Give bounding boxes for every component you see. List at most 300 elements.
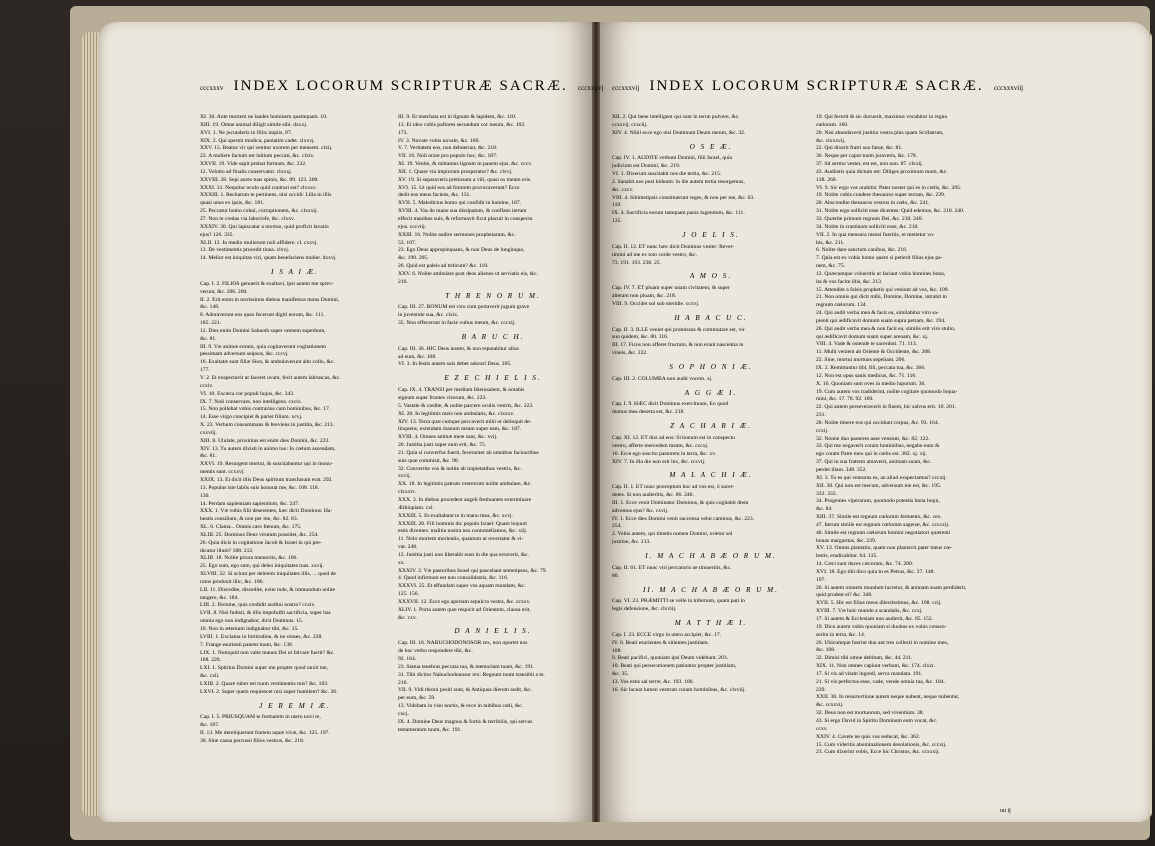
index-entry: XXXIII. 1. Recharum te pertinens, nisi occidi: Lilia in illis bbox=[200, 192, 332, 199]
index-entry: Cap. IX. 4. TRANSI per medium Hierusalem, & notabis bbox=[398, 387, 525, 394]
index-entry: 20. Nisi abundaverit justitia vestra plus quam Scribarum, bbox=[816, 129, 944, 136]
index-entry: 37. Qui in sua fratrem amaverit, animam suam, &c. bbox=[816, 459, 932, 466]
index-entry: VI. 1. Dixerunt suscitabit nos die tertia, &c. 215. bbox=[612, 171, 722, 178]
index-entry: VI. 10. Excæca cor populi hujus, &c. 343. bbox=[200, 390, 295, 397]
index-entry: 15. Attendite a falsis prophetis qui veniunt ad vos, &c. 109. bbox=[816, 286, 949, 293]
index-entry: &c. clxxxvij. bbox=[816, 137, 846, 144]
index-entry: 119. bbox=[612, 202, 622, 209]
index-entry: 20. Ubicumque fuerint duo aut tres collecti in nomine meo, bbox=[816, 639, 949, 646]
index-entry: XIII. 19. Omne animal diligit simile sibi. dxxxj. bbox=[200, 121, 308, 128]
index-entry: ccxij. bbox=[816, 427, 829, 434]
index-entry: 27. Non te credas via laboriofe, &c. clxxv. bbox=[200, 215, 295, 222]
right-column-2 bbox=[816, 114, 1030, 757]
index-entry: 22. Sine, mortui mortuos sepeliant. 206. bbox=[816, 357, 906, 364]
index-entry: 16. Ecce ego suscito pastorem in terra, &c. xv. bbox=[612, 450, 717, 457]
index-entry: LVII. 8. Nisi fudisti, & illis impofuifti sacrificia, super hac bbox=[200, 610, 332, 617]
index-entry: &c. 148. bbox=[200, 304, 220, 311]
index-entry: XXX. 1. Væ vobis filii deserentes, hæc dicit Dominus: Ha- bbox=[200, 508, 333, 515]
index-entry: judicium est Domini, &c. 219. bbox=[612, 163, 681, 170]
index-entry: Cap. I. 9. HÆC dicit Dominus exercituum, Eo quod bbox=[612, 401, 729, 408]
index-entry: 13. Populus iste labiis suis honorat me, &c. 108. 118. bbox=[200, 484, 320, 491]
index-entry: 20. Abscondite thesauros vestros in cœlo, &c. 241. bbox=[816, 200, 930, 207]
index-entry: XXVII. 19. Vide sapit probat formam, &c. 232. bbox=[200, 161, 307, 168]
index-entry: 32. Convertite vos & nolite ab impietatibus vestris, &c. bbox=[398, 465, 522, 472]
index-entry: Cap. II. 3. ILLE veniet qui promissus & commutare est, vir bbox=[612, 326, 745, 333]
index-entry: Cap. IV. 1. AUDITE verbum Domini, filii Israel, quia bbox=[612, 155, 732, 162]
index-entry: 34. Progenies viperarum, quomodo potestis bona loqui, bbox=[816, 498, 940, 505]
index-entry: Cap. III. 16. NABUCHODONOSOR rex, non oportet nos bbox=[398, 640, 528, 647]
index-entry: 32. Deus non est mortuorum, sed viventium. 38. bbox=[816, 710, 924, 717]
index-entry: 15. Non pollebat vobis contrarius cum hominibus, &c. 17. bbox=[200, 406, 331, 413]
index-entry: clxxxiv. bbox=[398, 489, 416, 496]
index-entry: 16. Non in æternum indignabor tibi, &c. 15. bbox=[200, 626, 299, 632]
index-entry: suis quæ commisit, &c. 90. bbox=[398, 457, 460, 464]
section-heading: Z A C H A R I Æ. bbox=[670, 422, 752, 431]
index-entry: 12. Dies enim Domini Sabaoth super omnem superbum, bbox=[200, 327, 326, 334]
right-folio-right: cccxxxviij bbox=[993, 84, 1024, 92]
index-entry: 32. Nonne duo passeres asse veneunt, &c. 82. 122. bbox=[816, 435, 930, 442]
index-entry: 14. Cæci sunt duces cæcorum, &c. 74. 200. bbox=[816, 561, 914, 568]
index-entry: &c. cxli. bbox=[200, 673, 220, 680]
index-entry: 254. bbox=[612, 523, 622, 530]
index-entry: Cap. XI. 12. ET dixi ad eos: Si bonum est in conspectu bbox=[612, 435, 735, 441]
index-entry: XVII. 5. Maledictus homo qui confidit in homine, 187. bbox=[398, 200, 522, 207]
index-entry: 6. Nolite dare sanctum canibus, &c. 216. bbox=[816, 247, 908, 254]
index-entry: 9. Beati pacifici, quoniam ipsi Deum videbunt. 203. bbox=[612, 655, 729, 662]
index-entry: XVIII. 4. Omnes animæ meæ sunt, &c. xvij. bbox=[398, 434, 498, 441]
index-entry: 22. Qui autem perseveraverit in finem, hic salvus erit. 10. 201. bbox=[816, 404, 956, 411]
index-entry: VI. 9. Sic ergo vos orabitis: Pater noster qui es in cœlis, &c. 205. bbox=[816, 184, 962, 191]
index-entry: Cap. IV. 7. ET pluam super unam civitatem, & super bbox=[612, 285, 730, 292]
index-entry: 19. Dico autem vobis quoniam si duobus ex vobis consen- bbox=[816, 623, 947, 630]
index-entry: LII. 11. Discedite, discedite, exite inde, & immundum nolite bbox=[200, 586, 336, 593]
index-entry: ego coram Patre meo qui in cœlis est. 382. xj. xij. bbox=[816, 451, 927, 458]
index-entry: Cap. III. 36. HIC Deus noster, & non reputabitur alius bbox=[398, 345, 519, 352]
index-entry: 16. Exaltatæ sunt filiæ Sion, & ambulaverunt alto collo, &c. bbox=[200, 359, 335, 366]
index-entry: &c. 35. bbox=[612, 671, 629, 678]
index-entry: XIV. 13. Terra quæ cumque peccaverit mihi ut delinquit de- bbox=[398, 418, 532, 425]
index-entry: nem, &c. 75. bbox=[816, 263, 846, 270]
index-entry: VI. 3. In festis autem suis debet adorari Deus. 205. bbox=[398, 361, 512, 368]
index-entry: LXI. 1. Spiritus Domini super me propter quod unxit me, bbox=[200, 665, 329, 672]
index-entry: 231. bbox=[816, 412, 826, 419]
index-entry: XIII. 8. Ululate, proximus est enim dies Domini, &c. 223. bbox=[200, 437, 330, 444]
index-entry: 35. Non effecerunt in facie vultus meum, &c. cccxij. bbox=[398, 320, 516, 327]
index-entry: 11. Multi venient ab Oriente & Occidente, &c. 208. bbox=[816, 349, 932, 356]
index-entry: 14. Esse virgo concipiet & pariet filium. xcvj. bbox=[200, 414, 303, 421]
index-entry: Cap. I. 5. PRIUSQUAM te formarem in utero novi te, bbox=[200, 714, 321, 721]
index-entry: ruins produxit illic, &c. 106. bbox=[200, 578, 264, 585]
index-entry: &c. 81. bbox=[200, 453, 217, 460]
index-entry: 23. Statua tenebras peccata tua, & memoriam tuam, &c. 191. bbox=[398, 663, 535, 670]
section-heading: D A N I E L I S. bbox=[454, 627, 532, 636]
index-entry: IX. 7. Noli conservare, non intelligens. cxcix. bbox=[200, 398, 303, 405]
index-entry: mentis sunt. ccxxvj. bbox=[200, 469, 245, 476]
index-entry: signum super frontes virorum, &c. 223. bbox=[398, 395, 487, 401]
index-entry: 185. 221. bbox=[200, 320, 221, 327]
index-entry: Cap. VI. 23. PRÆMITTI se velle in infernum, quam pati in bbox=[612, 598, 745, 605]
index-entry: 188. 220. bbox=[200, 657, 221, 664]
index-entry: XXX. 3. In diebus procedent angeli festinantes exterminare bbox=[398, 496, 532, 503]
index-entry: 36. Neque per caput tuum juraveris, &c. 178. bbox=[816, 153, 918, 160]
index-entry: II. 2. Erit enim in novissimis diebus manifestus mons Domini, bbox=[200, 296, 340, 303]
section-heading: M A T T H Æ I. bbox=[674, 619, 748, 628]
index-entry: IX. 2. Remittuntur tibi, fili, peccata tua, &c. 366. bbox=[816, 365, 926, 371]
index-entry: 21. Non omnis qui dicit mihi, Domine, Domine, intrabit in bbox=[816, 294, 947, 301]
index-entry: xxvij. bbox=[398, 473, 411, 480]
index-entry: alteram non pluam, &c. 218. bbox=[612, 293, 677, 300]
index-entry: perdet illam. 348. 352. bbox=[816, 466, 867, 473]
index-entry: 30. Sine causa percussi filios vestros, &c. 218. bbox=[200, 737, 305, 744]
index-entry: vat. 248. bbox=[398, 544, 418, 551]
index-entry: X. 23. Verbum consummans & breviens in justitia, &c. 213. bbox=[200, 422, 335, 429]
index-entry: qui ædificavit domum suam super arenam, &c. xj. bbox=[816, 333, 929, 340]
index-entry: V. 7. Veritatem eos, non debuerunt, &c. 218. bbox=[398, 145, 498, 152]
index-entry: XL. 6. Clama... Omnis caro fœnum, &c. 175. bbox=[200, 524, 302, 531]
index-entry: 19. Nolite vobis condere thesauros super terram, &c. 239. bbox=[816, 192, 946, 199]
index-entry: cxxviij. bbox=[200, 429, 217, 436]
index-entry: 332. 333. bbox=[816, 490, 837, 497]
index-entry: XII. 1. Quare via impiorum prosperatur? &c. clxvj. bbox=[398, 168, 513, 175]
index-entry: 135. bbox=[612, 218, 622, 225]
index-entry: XIII. 37. Simile est regnum cœlorum fermento, &c. cex. bbox=[816, 514, 942, 521]
index-entry: 177. bbox=[200, 367, 210, 374]
index-entry: vineis, &c. 222. bbox=[612, 350, 648, 357]
index-entry: testamentum tuum, &c. 191. bbox=[398, 726, 462, 733]
index-entry: XIV. 13. Tu autem dixisti in animo tuo: In cœlum ascendam, bbox=[200, 445, 336, 452]
index-entry: &c. 190. 205. bbox=[398, 255, 429, 262]
index-entry: dedit eos meus faciens, &c. 131. bbox=[398, 192, 471, 199]
index-entry: cœlorum. 160. bbox=[816, 121, 849, 128]
index-entry: XVIII. 7. Væ huic mundo a scandalis, &c. ccxj. bbox=[816, 608, 923, 615]
index-entry: XVIII. 4. Vas de manu sua dissipatum, & conflans iterum bbox=[398, 208, 527, 215]
right-page-header bbox=[612, 78, 1023, 95]
index-entry: 2. Sanabit nos post biduum: in die autem tertia resurgemus, bbox=[612, 178, 745, 185]
index-entry: timini ad me ex toto corde vestro, &c. bbox=[612, 251, 697, 258]
index-entry: XXVI. 19. Resurgent mortui, & suscitabuntur qui in monu- bbox=[200, 461, 333, 468]
index-entry: serint in terra, &c. 14. bbox=[816, 631, 866, 638]
index-entry: 5. Vastate & cædite, & nolite parcere oculis vestris, &c. 223. bbox=[398, 402, 534, 409]
index-entry: 216. bbox=[398, 278, 408, 285]
index-entry: ccxxvij. ccxciij. bbox=[612, 121, 648, 128]
index-entry: 26. Quid est paleis ad triticum? &c. 110. bbox=[398, 263, 489, 270]
index-entry: XI. 3. Tu es qui venturus es, an aliud exspectamus? cccxij. bbox=[816, 474, 947, 481]
index-entry: quid prodest ei? &c. 348. bbox=[816, 592, 873, 599]
index-entry: XVI. 18. Ego tibi dico quia tu es Petrus, &c. 37. 148. bbox=[816, 568, 935, 575]
index-entry: omnia ego non indignabor, dicit Dominus. 15. bbox=[200, 618, 304, 625]
index-entry: III. 9. Et mœchata est in lignum & lapidem, &c. 110. bbox=[398, 114, 517, 120]
index-entry: 19. Qui fecerit & sic docuerit, maximus vocabitur in regno bbox=[816, 114, 948, 120]
index-entry: 37. Sit sermo vester, est est, non non. 87. clxxij. bbox=[816, 161, 924, 168]
index-entry: 80. bbox=[612, 572, 619, 579]
index-entry: mini, &c. 17. 78. 92. 160. bbox=[816, 396, 874, 403]
index-entry: 23. Cum dixerint vobis, Ecce hic Christus, &c. ccxxxij. bbox=[816, 749, 940, 756]
index-entry: 26. Quia dicis in cogitatione Jacob & Israel in qui pre- bbox=[200, 539, 322, 546]
index-entry: 11. Nolo mortem morientis, quantum ut revertatur & vi- bbox=[398, 536, 524, 543]
index-entry: 48. Simile est regnum cœlorum homini negotiatori quærenti bbox=[816, 529, 951, 536]
index-entry: XXXIV. 30. Qui lapiscatur a mortuo, quid proficit lavatio bbox=[200, 223, 329, 230]
index-entry: XXV. 6. Nolite ambulare post deos alienos ut serviatis eis, &c. bbox=[398, 270, 539, 277]
index-entry: 26. Qui audit verba mea & non facit ea, similis erit viro stulto, bbox=[816, 325, 956, 332]
index-entry: 53. 107. bbox=[398, 239, 417, 246]
left-running-title: INDEX LOCORUM SCRIPTURÆ SACRÆ. bbox=[233, 78, 568, 94]
index-entry: XIX. 11. Non omnes capiunt verbum, &c. 174. clxix. bbox=[816, 663, 936, 670]
index-entry: LIII. 2. Domine, quis credidit auditui nostro? ccxiv. bbox=[200, 602, 316, 609]
index-entry: 216. bbox=[398, 679, 408, 686]
index-entry: XII. 2. Qui bene intelligent qui sunt in terræ pulvere, &c. bbox=[612, 114, 740, 120]
right-folio: cccxxxvij bbox=[612, 84, 640, 92]
index-entry: IV. 3. Novate vobis novale, &c. 160. bbox=[398, 137, 480, 144]
section-heading: II. M A C H A B Æ O R U M. bbox=[643, 585, 779, 594]
index-entry: XXXVI. 25. Et effundam super vos aquam mundam, &c. bbox=[398, 583, 526, 590]
index-entry: XXII. 30. In resurrectione autem neque nubent, neque nubentur, bbox=[816, 694, 960, 701]
catchword: uu ij bbox=[1000, 808, 1011, 814]
index-entry: 108. bbox=[612, 647, 622, 654]
index-entry: 13. Videbam in visu noctis, & ecce in nubibus cœli, &c. bbox=[398, 703, 524, 710]
section-heading: I. M A C H A B Æ O R U M. bbox=[645, 551, 777, 560]
index-entry: VIII. 4. Sibimetipsis constituerunt reges, & non per me, &c. 63. bbox=[612, 194, 755, 201]
index-entry: 13. Et ideo vobis paftores secundum cor meum, &c. 102. bbox=[398, 121, 526, 128]
left-column-1 bbox=[200, 114, 390, 746]
index-entry: IV. 1. Ecce dies Domini venit succensa velut caminus, &c. 223. bbox=[612, 515, 755, 522]
index-entry: ejus. cccviij. bbox=[398, 223, 427, 230]
section-heading: A M O S. bbox=[689, 272, 733, 281]
index-entry: 8. Adoraverunt eos quos fecerunt digiti eorum, &c. 111. bbox=[200, 312, 325, 319]
index-entry: XXIX. 13. Et dicit illis Deus spiritum transfusum erat. 292. bbox=[200, 476, 333, 483]
right-column-1 bbox=[612, 114, 810, 695]
index-entry: XLII. 12. In medio mulierum noli affidere. cl. cxxvj. bbox=[200, 239, 318, 246]
index-entry: II. 13. Me dereliquerunt fontem aquæ vivæ, &c. 125. 197. bbox=[200, 730, 330, 737]
index-entry: effecit manibus suis, & reformavit ficut placuit in conspectu bbox=[398, 215, 533, 222]
index-entry: 2. Vobis autem, qui timetis nomen Domini, orietur sol bbox=[612, 531, 733, 538]
index-entry: 16. Sic luceat lumen vestrum coram hominibus, &c. clxviij. bbox=[612, 686, 746, 693]
index-entry: dotes. Si non audieritis, &c. 86. 240. bbox=[612, 492, 694, 499]
index-entry: XXXIV. 2. Væ pastoribus Israel qui pascebant semetipsos, &c. 79. bbox=[398, 567, 547, 574]
section-heading: J E R E M I Æ. bbox=[259, 701, 331, 710]
index-entry: tangere, &c. 184. bbox=[200, 594, 239, 601]
index-entry: VII. 9. Vidi throni positi sunt, & Antiquus dierum sedit, &c. bbox=[398, 687, 532, 694]
section-heading: J O E L I S. bbox=[682, 230, 740, 239]
index-entry: 4. Quod infirmum est non consolidastis, &c. 116. bbox=[398, 575, 509, 582]
index-entry: vestro, afferte mercedem meam, &c. cccxj. bbox=[612, 442, 709, 449]
index-entry: VII. 16. Noli orare pro populo hoc, &c. 187. bbox=[398, 153, 498, 160]
section-heading: I S A I Æ. bbox=[271, 268, 319, 277]
index-entry: 31. Tibi dicitur Nabuchodonosor rex: Regnum tuum transibit a te. bbox=[398, 671, 545, 678]
index-entry: XV. 13. Omnis plantatio, quam non plantavit pater meus cœ- bbox=[816, 545, 952, 552]
section-heading: A G G Æ I. bbox=[684, 388, 738, 397]
index-entry: 125. 156. bbox=[398, 591, 419, 598]
index-entry: 7. Quia est ex vobis homo quem si petierit filius ejus pa- bbox=[816, 255, 943, 262]
index-entry: XXXIII. 5. Et exaltabunt te in manu mea, &c. xcvj. bbox=[398, 512, 513, 519]
index-entry: ccxiv. bbox=[200, 382, 214, 389]
section-heading: E Z E C H I E L I S. bbox=[444, 374, 542, 383]
index-entry: 43. Audiistis quia dictum est: Diliges proximum tuum, &c. bbox=[816, 168, 948, 175]
index-entry: 12. Volutio ad finalis conservator. clxxxj. bbox=[200, 168, 293, 175]
index-entry: &c. cxv. bbox=[398, 614, 417, 621]
index-entry: 15. Cum videritis abominationem desolationis, &c. cccxij. bbox=[816, 741, 947, 748]
index-entry: III. 9. Væ animæ eorum, quia cogitaverunt cogitationem bbox=[200, 343, 327, 350]
index-entry: XXIV. 4. Cavete ne quis vos seducat, &c. 362. bbox=[816, 733, 921, 740]
index-entry: beatis consilium, & non per me, &c. 82. 83. bbox=[200, 516, 299, 523]
index-entry: XXV. 15. Beatus vir qui venitur uxorem per mensem. clxij. bbox=[200, 145, 333, 152]
index-entry: 12. Justitia justi non liberabit eum in die qua erraverit, &c. bbox=[398, 551, 529, 558]
index-entry: 20. Justitia justi super eum erit, &c. 75. bbox=[398, 442, 487, 449]
index-entry: IX. 4. Sacrificia eorum tamquam panis lugentium, &c. 111. bbox=[612, 210, 745, 217]
index-entry: Cap. II. 1. ET nunc præceptum hoc ad vos est, ô sacer- bbox=[612, 484, 735, 491]
section-heading: H A B A C U C. bbox=[674, 313, 748, 322]
index-entry: de hoc verbo respondere tibi, &c. bbox=[398, 648, 473, 655]
index-entry: 138. 260. bbox=[816, 176, 837, 183]
index-entry: 23. Ego Deus appropinquans, & non Deus de longinquo, bbox=[398, 247, 525, 254]
index-entry: III. 1. Ecce venit Dominator Dominus, & quis cogitabit diem bbox=[612, 499, 749, 506]
index-entry: XLIII. 18. Nolite priora memoriis, &c. 106. bbox=[200, 555, 298, 562]
index-entry: XXIII. 16. Nolite audire sermones prophetarum, &c. bbox=[398, 231, 516, 238]
index-entry: XI. 19. Venite, & mittamus lignum in panem ejus, &c. cccv. bbox=[398, 161, 533, 168]
index-entry: 14. Perdam sapientiam sapientium, &c. 247. bbox=[200, 500, 300, 507]
index-entry: 21. Si vis perfectus esse, vade, vende omnia tua, &c. 184. bbox=[816, 678, 945, 685]
index-entry: justitiæ, &c. 213. bbox=[612, 539, 651, 546]
index-entry: LIX. 1. Numquid non valet manus Dei ut falvare fuerit? &c. bbox=[200, 649, 335, 656]
index-entry: cxcj. bbox=[398, 710, 409, 717]
index-entry: XVII. 5. Hic est filius meus dilectissimus, &c. 108. ccij. bbox=[816, 600, 942, 607]
left-column-2 bbox=[398, 114, 588, 734]
index-entry: pienti qui ædificavit domum suam supra petram, &c. 194. bbox=[816, 317, 946, 324]
index-entry: 10. Beati qui persecutionem patiuntur propter justitiam, bbox=[612, 663, 737, 670]
index-entry: 19. Cum autem vos tradiderint, nolite cogitare quomodo loqua- bbox=[816, 388, 958, 395]
index-entry: Cap. I. 2. FILIOS genuerit & exaltavi, ipsi autem me sprev- bbox=[200, 280, 334, 287]
index-entry: X. 16. Quoniam sum oves in medio luporum. 36. bbox=[816, 380, 926, 387]
index-entry: XXVIII. 28. Sepi aures tuas spinis, &c. 89. 123. 200. bbox=[200, 176, 319, 183]
index-entry: &c. 81. bbox=[200, 335, 217, 342]
index-entry: XIV. 7. In illa die non erit lux, &c. cccvij. bbox=[612, 458, 706, 465]
left-folio-right: cccxxxvj bbox=[578, 84, 604, 92]
book-gutter bbox=[592, 22, 600, 822]
index-entry: &c. ccxxvij. bbox=[816, 702, 844, 709]
section-heading: B A R U C H. bbox=[461, 332, 525, 341]
index-entry: 73. 191. 193. 238. 25. bbox=[612, 259, 661, 266]
index-entry: 13. Vos estis sal terræ, &c. 193. 100. bbox=[612, 678, 694, 685]
index-entry: XXXVII. 12. Ecce ego aperiam sepulcra vestra, &c. ccxxv. bbox=[398, 598, 531, 605]
index-entry: IX. 4. Domine Deus magnus & fortis & terribilis, qui servas bbox=[398, 718, 533, 725]
index-entry: XLVIII. 22. Si sciunt per delerem iniquitates illis, ... quod de bbox=[200, 571, 336, 578]
index-entry: regnum cœlorum. 134. bbox=[816, 302, 867, 309]
index-entry: Cap. III. 2. COLUMBA non audit vocem. xj. bbox=[612, 375, 713, 382]
index-entry: 25. Ego sum, ego sum, qui deleo iniquitates tuas. xxvij. bbox=[200, 563, 324, 570]
index-entry: XXXI. 31. Nequitur oculo quid contrari est? clxxxv. bbox=[200, 184, 317, 191]
index-entry: 34. Nolite in crastinum solliciti esse, &c. 210. bbox=[816, 223, 919, 230]
index-entry: 130. bbox=[200, 492, 210, 499]
section-heading: T H R E N O R U M. bbox=[445, 291, 541, 300]
index-entry: 31. Nolite ergo solliciti esse dicentes: Quid edemus, &c. 210. 240. bbox=[816, 208, 965, 215]
index-entry: 7. Frange esurienti panem tuum, &c. 138. bbox=[200, 641, 294, 648]
index-entry: 25. Peccatur homo cohui, corruptionem, &c. clxxxij. bbox=[200, 208, 318, 215]
index-entry: VIII. 9. Occidet sol sub meridie. ccxvj. bbox=[612, 300, 700, 307]
index-entry: IV. 6. Beati esurientes & sitientes justitiam. bbox=[612, 639, 709, 646]
index-entry: VIII. 4. Vade & ostende te sacerdoti. 71. 113. bbox=[816, 341, 918, 348]
index-entry: suo quidem, &c. 80. 116. bbox=[612, 334, 669, 341]
index-entry: Æthiopiam. cxl. bbox=[398, 504, 434, 511]
index-entry: verunt, &c. 206. 260. bbox=[200, 288, 248, 295]
index-entry: 173. bbox=[398, 129, 408, 136]
index-entry: 17. Si vis ad vitam ingredi, serva mandata. 191. bbox=[816, 670, 923, 677]
index-entry: ejus? 126. 335. bbox=[200, 231, 234, 238]
index-entry: XXXIII. 20. Fili hominis dic populo Israel: Quare loquuti bbox=[398, 520, 527, 527]
index-entry: XV. 19. Si separaveris pretiosum a vili, quasi os meum eris. bbox=[398, 176, 532, 183]
index-entry: &c. 187. bbox=[200, 722, 220, 729]
index-entry: 14. Melior est iniquitas viri, quam benefaciens mulier. dxxvj. bbox=[200, 255, 337, 262]
index-entry: V. 2. Et exspectavit ut faceret uvam, fecit autem labruscas, &c. bbox=[200, 375, 341, 381]
index-entry: Cap. II. 61. ET nunc viri peccatoris ne timueritis, &c. bbox=[612, 564, 732, 571]
index-entry: XVI. 15. Ut quid eos ad furorem provocaverunt? Ecce bbox=[398, 184, 520, 191]
section-heading: M A L A C H I Æ. bbox=[669, 471, 753, 480]
index-entry: LXIII. 2. Quare ruber est tuum vestimentis tuis? &c. 103. bbox=[200, 680, 329, 687]
index-entry: legis defensione, &c. clxviij. bbox=[612, 606, 677, 613]
index-entry: 21. Quia si converfus fuerit, fecerunter ab omnibus facinoribus bbox=[398, 449, 539, 456]
index-entry: in juventute sua, &c. clxix. bbox=[398, 312, 459, 319]
index-entry: LVIII. 1. Exclama in fortitudine, & ne cesses, &c. 238. bbox=[200, 633, 323, 640]
index-entry: &c. cxcv. bbox=[612, 186, 634, 193]
index-entry: lestis, eradicabitur. 64. 135. bbox=[816, 553, 878, 560]
index-entry: VII. 2. In qua mensura mensi fueritis, re metietur vo- bbox=[816, 231, 935, 238]
index-entry: 28. Nolite timere eos qui occidunt corpus, &c. 93. 164. bbox=[816, 419, 940, 426]
index-entry: bis, &c. 211. bbox=[816, 239, 845, 246]
index-entry: 33. Quærite primum regnum Dei, &c. 210. 240. bbox=[816, 215, 923, 222]
index-entry: 239. bbox=[816, 686, 826, 693]
index-entry: quasi unus ex ipsis, &c. 181. bbox=[200, 200, 265, 207]
left-folio: cccxxxv bbox=[200, 84, 224, 92]
index-entry: domus mea deserta est, &c. 218. bbox=[612, 409, 685, 416]
index-entry: 23. A muliere factum est initium peccati, &c. clxiv. bbox=[200, 153, 315, 160]
index-entry: per eum, &c. 59. bbox=[398, 695, 436, 702]
index-entry: linquens, extendam manum meam super eam, &c. 187. bbox=[398, 426, 522, 433]
index-entry: ad eum, &c. 108. bbox=[398, 353, 437, 360]
index-entry: Cap. I. 23. ECCE virgo in utero accipiet, &c. 17. bbox=[612, 631, 722, 638]
index-entry: 13. De vestimentis procedit tinea. clxvj. bbox=[200, 247, 290, 254]
index-entry: &c. 84. bbox=[816, 506, 833, 513]
index-entry: 47. Iterum simile est regnum cœlorum sagenæ, &c. ccccxij. bbox=[816, 521, 950, 528]
index-entry: pessimam adversum seipsos, &c. cccvj. bbox=[200, 351, 289, 358]
index-entry: 26. Si autem omnem mundum lucretur, & animam suam perdiderit, bbox=[816, 584, 967, 591]
section-heading: O S E Æ. bbox=[689, 142, 733, 151]
index-entry: 32. Dimisi tibi omne debitum, &c. 44. 211. bbox=[816, 655, 913, 662]
index-entry: xx. bbox=[398, 559, 405, 566]
index-entry: XX. 18. In legitimis patrum vestrorum nolite ambulare, &c. bbox=[398, 481, 532, 488]
left-page-header bbox=[200, 78, 603, 95]
index-entry: 24. Qui audit verba mea & facit ea, similabitur viro sa- bbox=[816, 310, 939, 317]
index-entry: XLIII. 25. Dominus Deus virutum possidet, &c. 254. bbox=[200, 531, 319, 538]
index-entry: XVI. 1. Ne jucunderis in filiis impiis, 87. bbox=[200, 129, 293, 136]
index-entry: &c. 108. bbox=[816, 647, 836, 654]
index-entry: adventus ejus? &c. cxvij. bbox=[612, 507, 669, 514]
index-entry: 43. Si ergo David in Spiritu Dominum eum vocat, &c. bbox=[816, 717, 938, 724]
index-entry: 33. Qui me negaverit coram hominibus, negabo eum & bbox=[816, 443, 940, 450]
index-entry: Cap. III. 27. BONUM est viro cum portaverit jugum grave bbox=[398, 304, 530, 311]
index-entry: III. 17. Ficus non afferet fructum, & non erunt nascentia in bbox=[612, 342, 744, 349]
index-entry: 17. Si autem & Ecclesiam non audierit, &c. 85. 152. bbox=[816, 616, 934, 622]
index-entry: ccxv. bbox=[816, 725, 828, 732]
section-heading: S O P H O N I Æ. bbox=[669, 362, 753, 371]
index-entry: 22. Qui dixerit fratri suo fatue, &c. 81. bbox=[816, 145, 903, 152]
index-entry: XII. 30. Qui non est mecum, adversum me est, &c. 195. bbox=[816, 482, 942, 489]
index-entry: Cap. II. 12. ET nunc hæc dicit Dominus vester: Rever- bbox=[612, 243, 735, 250]
index-entry: ita & vos facite illis, &c. 213. bbox=[816, 278, 883, 285]
index-entry: dicatur illum? 188. 212. bbox=[200, 547, 254, 554]
index-entry: XLIV. 1. Porta autem quæ respicit ad Orientem, clausa erit, bbox=[398, 606, 531, 613]
index-entry: XIV. 4. Nihil ecce ego nisi Dominum Deum meum, &c. 32. bbox=[612, 129, 746, 136]
index-entry: bonas margaritas, &c. 239. bbox=[816, 537, 877, 544]
index-entry: 92. 164. bbox=[398, 656, 417, 662]
index-entry: LXVI. 2. Super quem requiescet nisi super humilem? &c. 26. bbox=[200, 688, 338, 695]
